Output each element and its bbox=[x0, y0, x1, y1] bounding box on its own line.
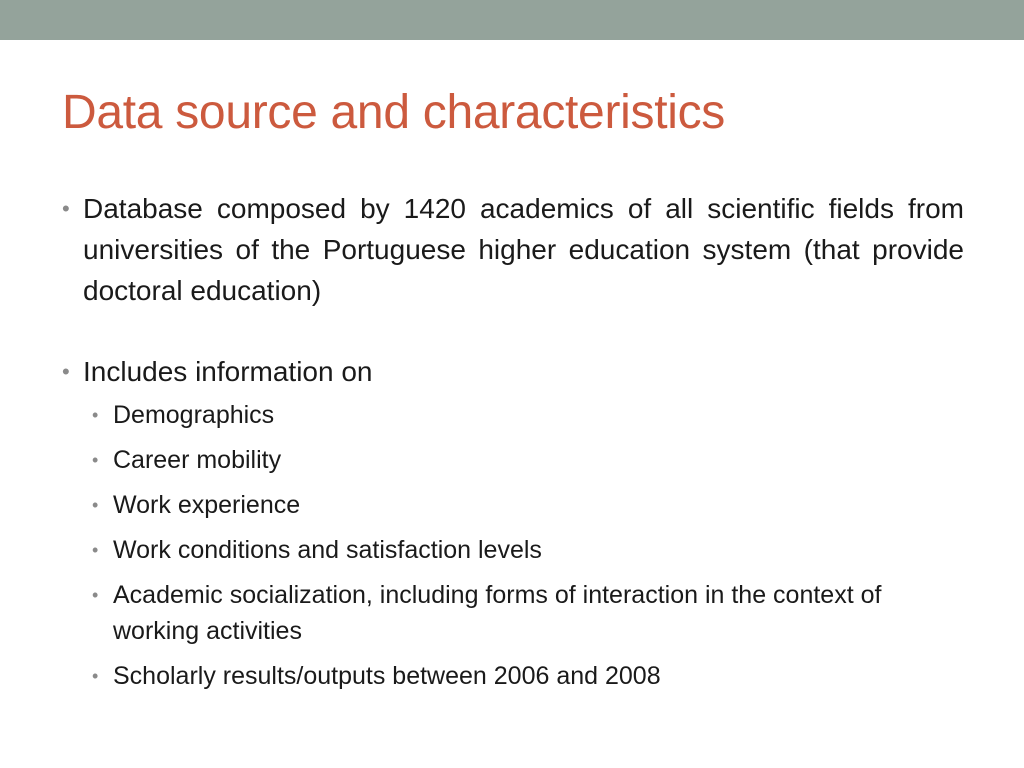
sub-bullet-text: Work experience bbox=[113, 491, 301, 519]
bullet-text: Includes information on bbox=[83, 356, 373, 387]
sub-bullet-item bbox=[62, 577, 964, 649]
sub-bullet-text: Demographics bbox=[113, 401, 275, 429]
sub-bullet-item bbox=[62, 658, 964, 694]
sub-bullet-list bbox=[62, 397, 964, 694]
slide-content bbox=[62, 188, 964, 703]
sub-bullet-item bbox=[62, 532, 964, 568]
bullet-item-database bbox=[62, 188, 964, 311]
sub-bullet-icon: • bbox=[92, 450, 99, 470]
sub-bullet-text: Career mobility bbox=[113, 446, 282, 474]
sub-bullet-text: Academic socialization, including forms of interaction in the context of working activities bbox=[113, 581, 882, 645]
top-bar bbox=[0, 0, 1024, 40]
sub-bullet-item bbox=[62, 397, 964, 433]
sub-bullet-item bbox=[62, 487, 964, 523]
bullet-icon: • bbox=[62, 196, 70, 221]
slide-title: Data source and characteristics bbox=[62, 86, 726, 139]
sub-bullet-item bbox=[62, 442, 964, 478]
bullet-icon: • bbox=[62, 359, 70, 384]
sub-bullet-icon: • bbox=[92, 585, 99, 605]
sub-bullet-text: Scholarly results/outputs between 2006 and 2008 bbox=[113, 662, 661, 690]
sub-bullet-text: Work conditions and satisfaction levels bbox=[113, 536, 542, 564]
sub-bullet-icon: • bbox=[92, 540, 99, 560]
sub-bullet-icon: • bbox=[92, 405, 99, 425]
sub-bullet-icon: • bbox=[92, 666, 99, 686]
bullet-item-includes bbox=[62, 351, 964, 392]
bullet-text: Database composed by 1420 academics of all scientific fields from universities of the Portuguese higher education system (that provide doctoral education) bbox=[83, 193, 964, 306]
sub-bullet-icon: • bbox=[92, 495, 99, 515]
